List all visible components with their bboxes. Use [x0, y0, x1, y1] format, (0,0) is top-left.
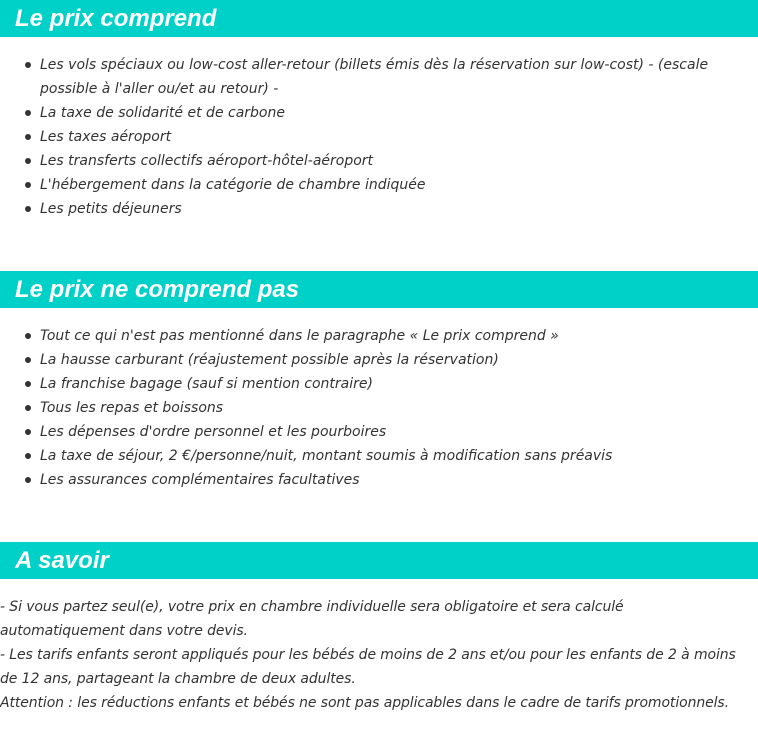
- list-item-text: L'hébergement dans la catégorie de chambre indiquée: [40, 177, 426, 193]
- bullet-icon: [25, 357, 31, 363]
- list-item-text: Tout ce qui n'est pas mentionné dans le paragraphe « Le prix comprend »: [40, 328, 559, 344]
- list-item-text: La hausse carburant (réajustement possible après la réservation): [40, 352, 499, 368]
- excluded-list: [0, 324, 758, 492]
- section-price-includes: [0, 0, 758, 37]
- list-item-text: Les dépenses d'ordre personnel et les pourboires: [40, 424, 387, 440]
- bullet-icon: [25, 381, 31, 387]
- info-paragraph-single-room: - Si vous partez seul(e), votre prix en chambre individuelle sera obligatoire et sera calculé automatiquement dans votre devis.: [0, 599, 624, 639]
- list-item-text: Tous les repas et boissons: [40, 400, 224, 416]
- list-item-text: La franchise bagage (sauf si mention contraire): [40, 376, 373, 392]
- included-list: [0, 53, 758, 221]
- list-item: [0, 324, 758, 348]
- list-item-text: Les vols spéciaux ou low-cost aller-retour (billets émis dès la réservation sur low-cost) - (escale possible à l'aller ou/et au retour) -: [40, 57, 709, 97]
- list-item-text: La taxe de solidarité et de carbone: [40, 105, 285, 121]
- bullet-icon: [25, 477, 31, 483]
- bullet-icon: [25, 453, 31, 459]
- bullet-icon: [25, 206, 31, 212]
- section-price-excludes: [0, 271, 758, 308]
- info-paragraph-child-rates: - Les tarifs enfants seront appliqués pour les bébés de moins de 2 ans et/ou pour les enfants de 2 à moins de 12 ans, partageant la chambre de deux adultes.: [0, 647, 736, 687]
- bullet-icon: [25, 134, 31, 140]
- list-item: [0, 348, 758, 372]
- list-item-text: La taxe de séjour, 2 €/personne/nuit, montant soumis à modification sans préavis: [40, 448, 613, 464]
- section-good-to-know: [0, 542, 758, 579]
- info-paragraphs: [0, 595, 752, 715]
- list-item: [0, 101, 758, 125]
- bullet-icon: [25, 333, 31, 339]
- bullet-icon: [25, 405, 31, 411]
- bullet-icon: [25, 110, 31, 116]
- list-item-text: Les petits déjeuners: [40, 201, 182, 217]
- bullet-icon: [25, 62, 31, 68]
- list-item: [0, 53, 758, 101]
- bullet-icon: [25, 182, 31, 188]
- section-title-good-to-know: A savoir: [0, 542, 758, 579]
- bullet-icon: [25, 158, 31, 164]
- list-item: [0, 173, 758, 197]
- list-item-text: Les taxes aéroport: [40, 129, 172, 145]
- section-title-price-excludes: Le prix ne comprend pas: [0, 271, 758, 308]
- list-item-text: Les assurances complémentaires facultatives: [40, 472, 360, 488]
- list-item: [0, 197, 758, 221]
- section-title-price-includes: Le prix comprend: [0, 0, 758, 37]
- list-item: [0, 396, 758, 420]
- list-item-text: Les transferts collectifs aéroport-hôtel-aéroport: [40, 153, 374, 169]
- list-item: [0, 468, 758, 492]
- bullet-icon: [25, 429, 31, 435]
- list-item: [0, 125, 758, 149]
- info-paragraph-warning: Attention : les réductions enfants et bébés ne sont pas applicables dans le cadre de tarifs promotionnels.: [0, 695, 729, 711]
- list-item: [0, 420, 758, 444]
- list-item: [0, 149, 758, 173]
- list-item: [0, 372, 758, 396]
- list-item: [0, 444, 758, 468]
